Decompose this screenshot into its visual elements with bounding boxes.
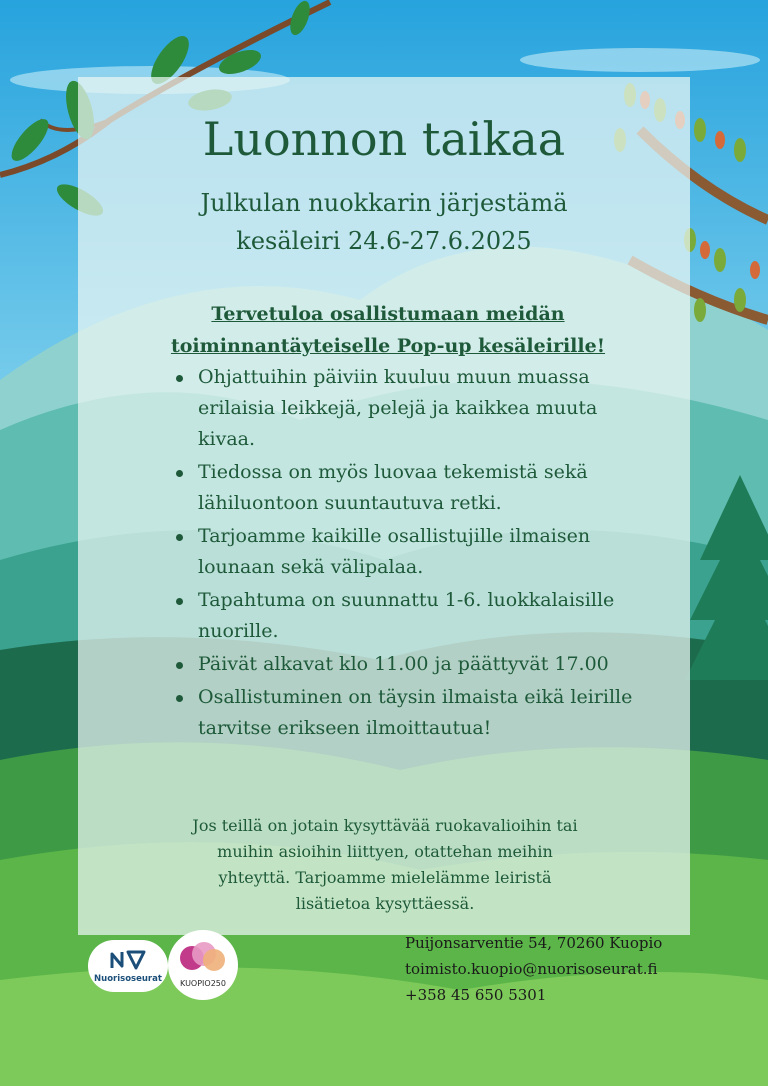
note-line: Jos teillä on jotain kysyttävää ruokavalioihin tai [192,816,578,835]
subtitle-line: kesäleiri 24.6-27.6.2025 [236,227,532,255]
contact-phone[interactable]: +358 45 650 5301 [405,986,547,1004]
list-item: Tapahtuma on suunnattu 1-6. luokkalaisille nuorille. [198,585,648,647]
nuorisoseurat-logo [88,940,168,992]
info-list [170,362,648,746]
welcome-heading [150,298,626,362]
welcome-line: Tervetuloa osallistumaan meidän [211,303,565,325]
subtitle-line: Julkulan nuokkarin järjestämä [200,189,568,217]
note-line: muihin asioihin liittyen, otattehan meihin [217,842,553,861]
list-item: Ohjattuihin päiviin kuuluu muun muassa erilaisia leikkejä, pelejä ja kaikkea muuta kivaa. [198,362,648,455]
poster-title: Luonnon taikaa [202,112,566,166]
contact-email[interactable]: toimisto.kuopio@nuorisoseurat.fi [405,960,658,978]
note-line: yhteyttä. Tarjoamme mielelämme leiristä [218,868,552,887]
contact-address: Puijonsarventie 54, 70260 Kuopio [405,934,663,952]
nuorisoseurat-logo-icon [88,942,168,976]
list-item: Päivät alkavat klo 11.00 ja päättyvät 17.00 [198,649,648,680]
welcome-line: toiminnantäyteiselle Pop-up kesäleirille! [170,335,606,357]
note-line: lisätietoa kysyttäessä. [295,894,475,913]
kuopio250-logo-icon [168,932,238,982]
list-item: Osallistuminen on täysin ilmaista eikä leirille tarvitse erikseen ilmoittautua! [198,682,648,744]
list-item: Tarjoamme kaikille osallistujille ilmaisen lounaan sekä välipalaa. [198,521,648,583]
contact-note [150,813,620,917]
list-item: Tiedossa on myös luovaa tekemistä sekä lähiluontoon suuntautuva retki. [198,457,648,519]
nuorisoseurat-logo-text: Nuorisoseurat [94,974,162,984]
kuopio250-logo-text: KUOPIO250 [180,979,226,988]
kuopio250-logo [168,930,238,1000]
poster-subtitle [110,184,658,260]
contact-info [405,930,765,1008]
